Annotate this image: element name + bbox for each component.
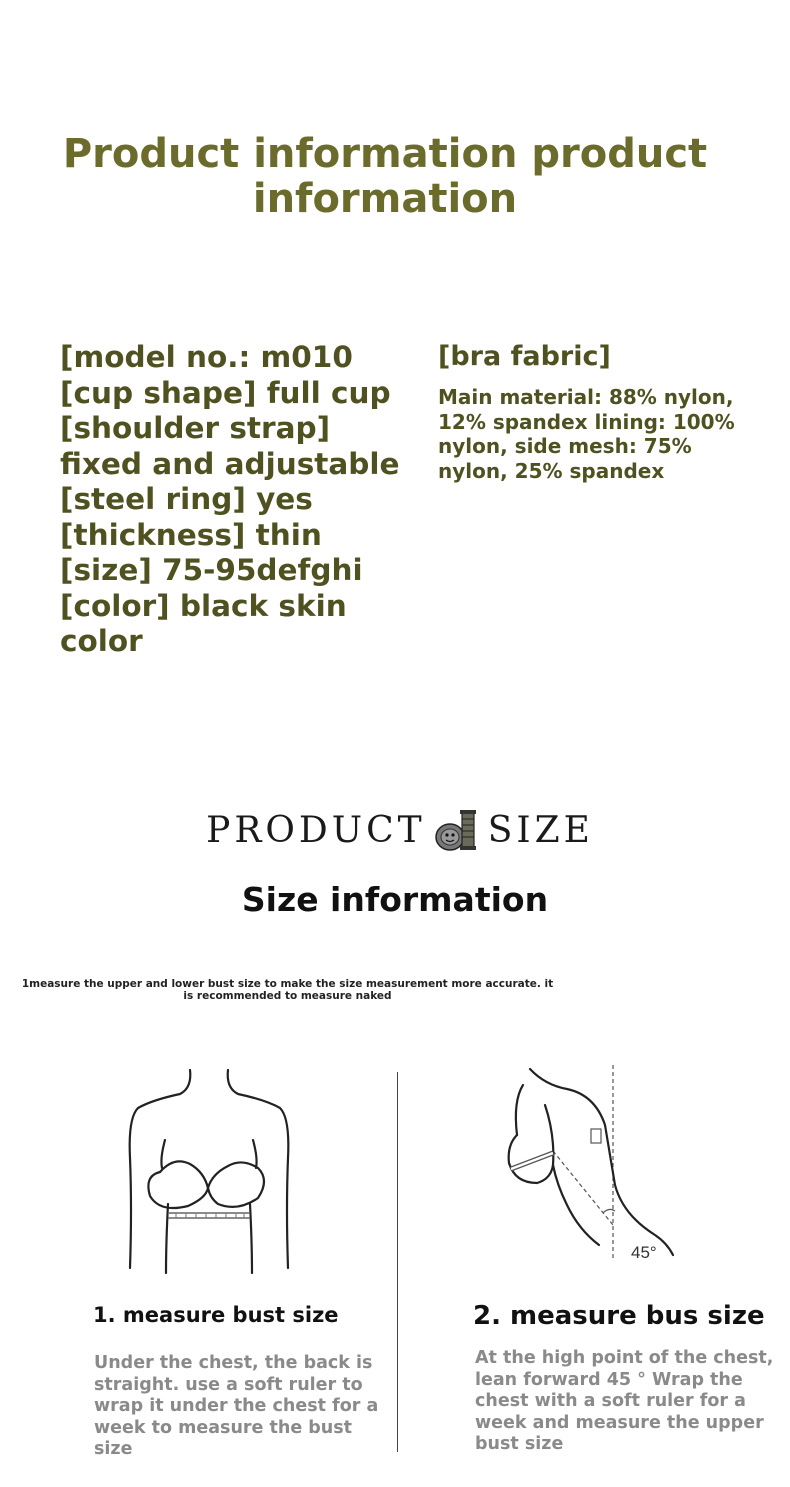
under-bust-illustration: [120, 1068, 300, 1283]
product-spec-list: [model no.: m010 [cup shape] full cup [shoulder strap] fixed and adjustable [steel ring] yes [thickness] thin [size] 75-95defghi [color] black skin color: [60, 340, 400, 658]
angle-label: 45°: [631, 1243, 657, 1262]
page-title: Product information product information: [62, 131, 708, 222]
banner-product-word: PRODUCT: [206, 809, 426, 851]
measurement-note: 1measure the upper and lower bust size to make the size measurement more accurate. it is recommended to measure naked: [21, 978, 554, 1002]
figure2-description: At the high point of the chest, lean forward 45 ° Wrap the chest with a soft ruler for a week and measure the upper bust size: [475, 1348, 774, 1454]
product-size-banner: [150, 805, 650, 855]
thread-spool-icon: [432, 807, 482, 853]
fabric-heading: [bra fabric]: [438, 341, 611, 372]
fabric-description: Main material: 88% nylon, 12% spandex lining: 100% nylon, side mesh: 75% nylon, 25% spandex: [438, 385, 735, 483]
figure1-description: Under the chest, the back is straight. use a soft ruler to wrap it under the chest for a week to measure the bust size: [94, 1353, 379, 1459]
banner-size-word: SIZE: [487, 809, 594, 851]
size-information-title: Size information: [241, 880, 549, 919]
column-divider: [397, 1072, 398, 1452]
figure1-title: 1. measure bust size: [93, 1303, 339, 1327]
upper-bust-illustration: [495, 1065, 685, 1265]
figure2-title: 2. measure bus size: [473, 1301, 765, 1331]
